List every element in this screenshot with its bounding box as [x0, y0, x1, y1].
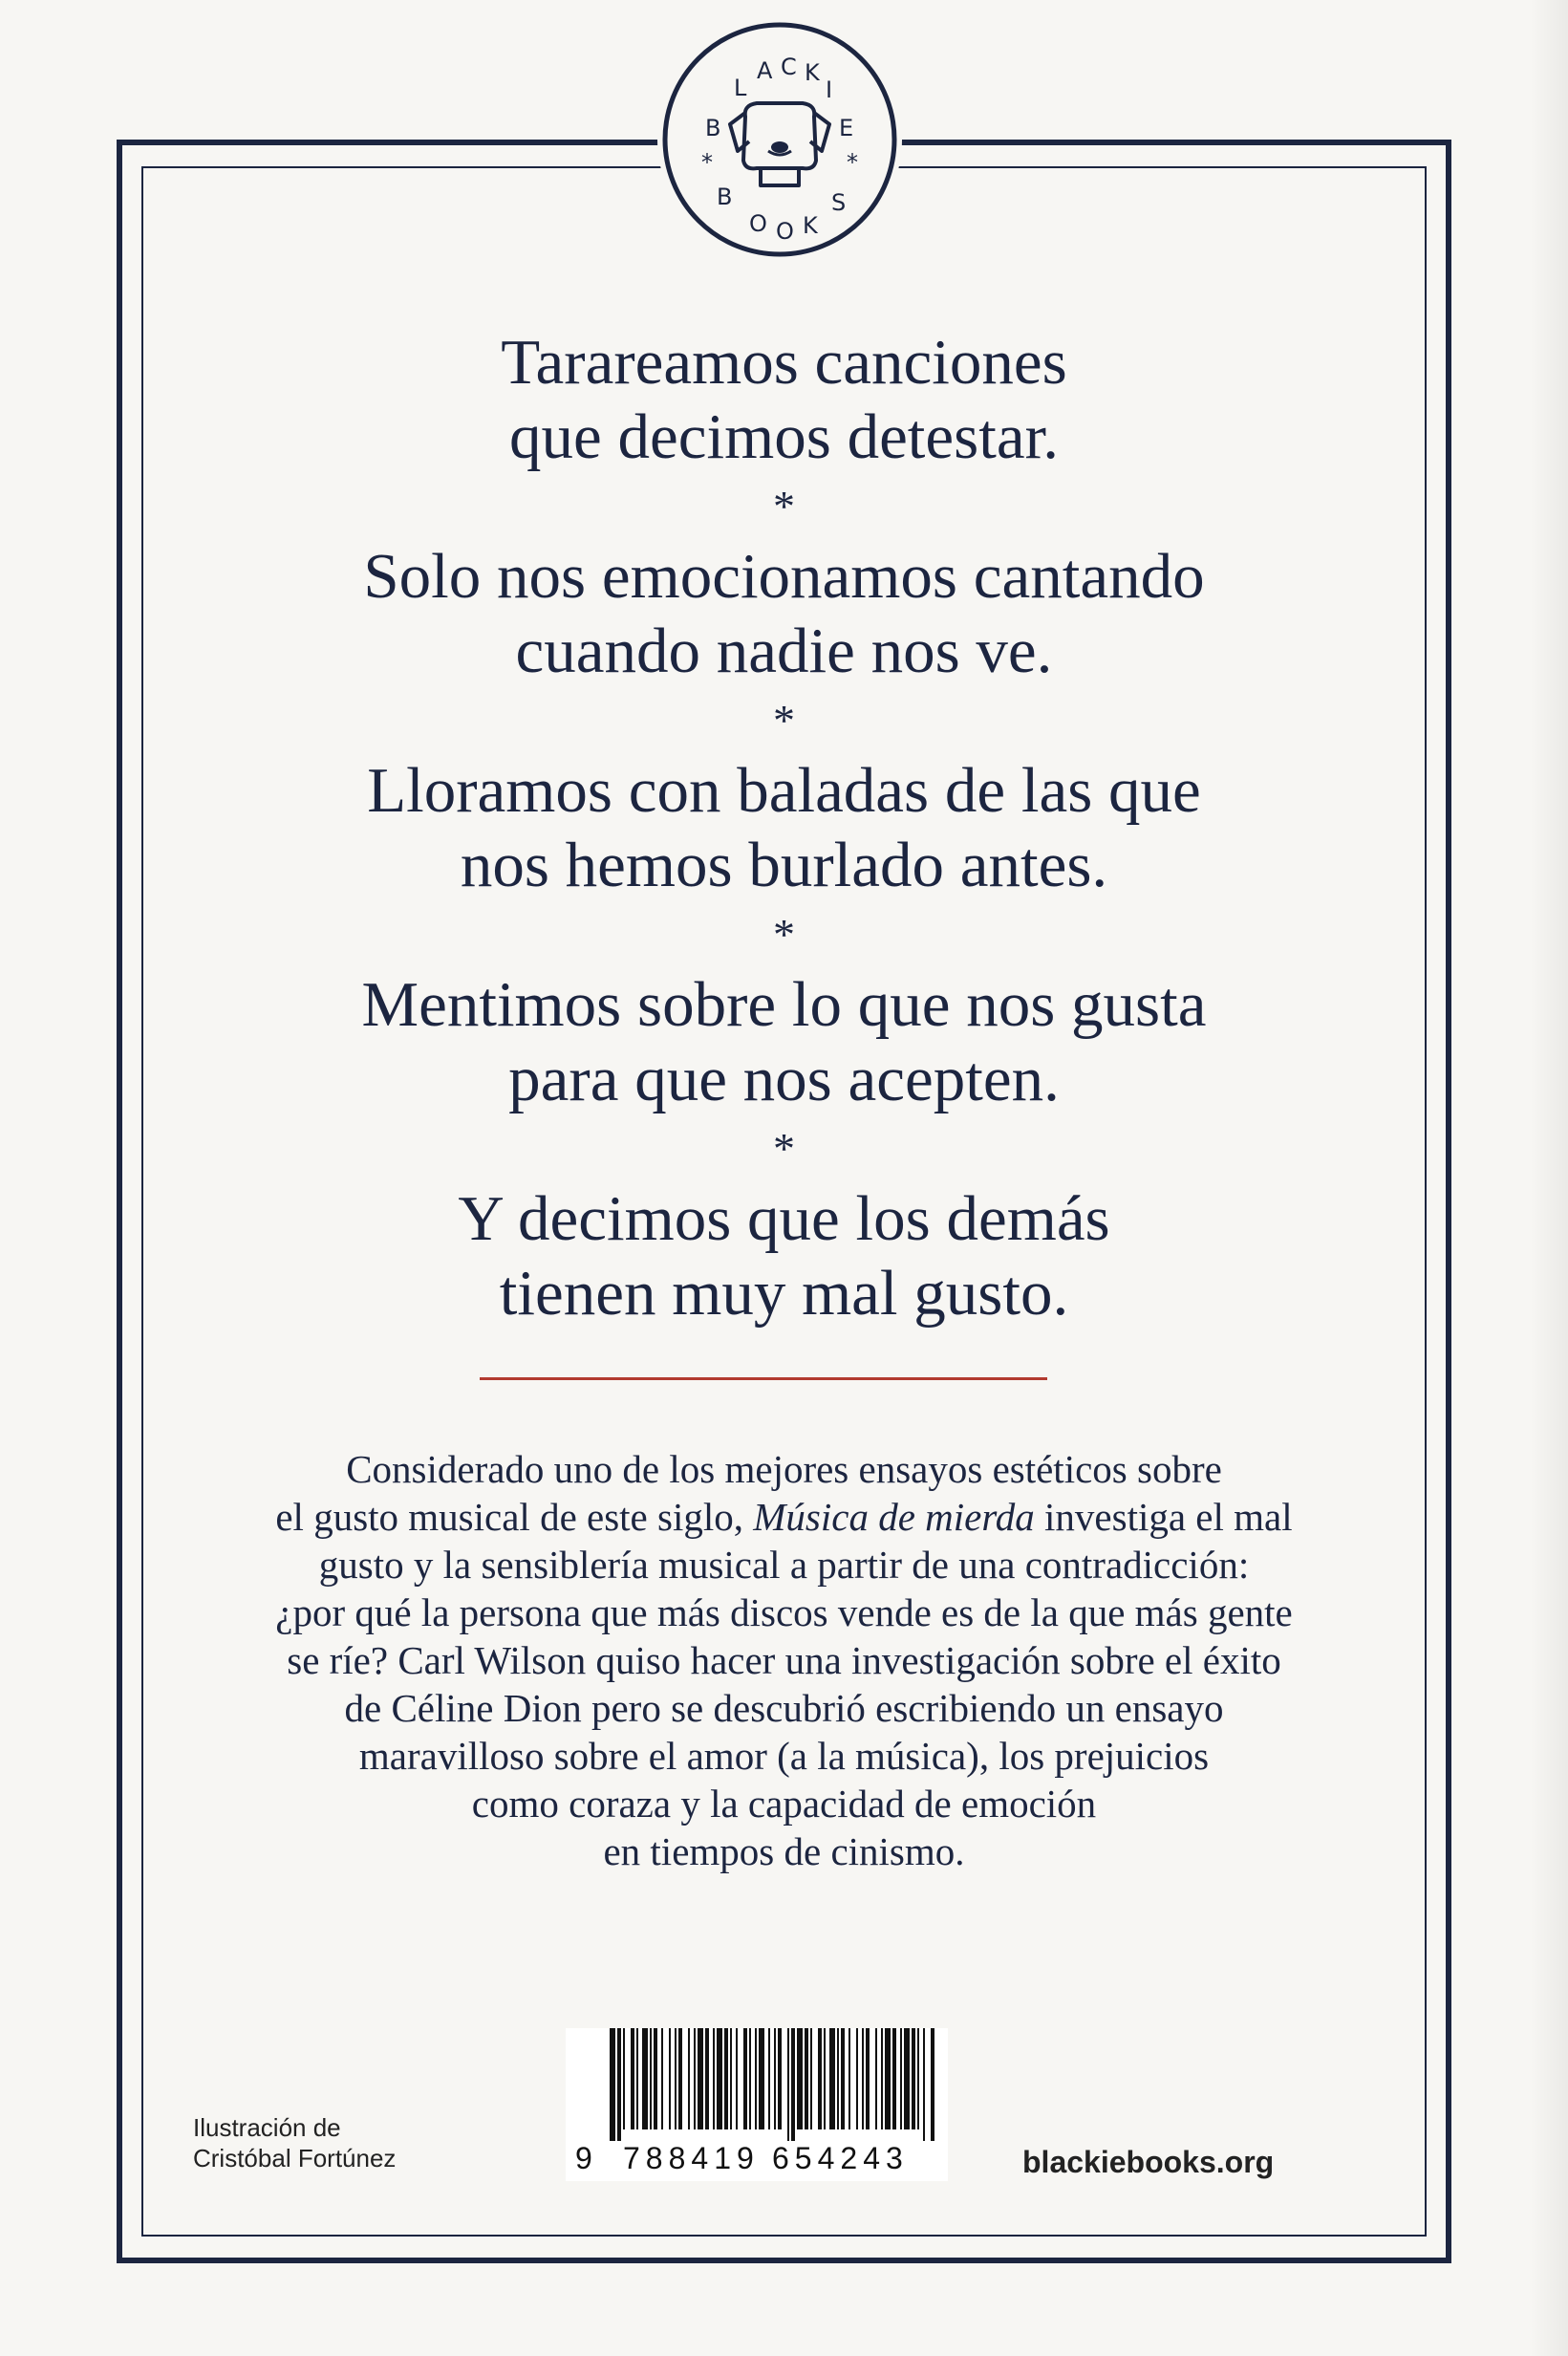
- blurb-line: Considerado uno de los mejores ensayos estéticos sobre: [346, 1447, 1222, 1491]
- barcode-bar: [669, 2028, 671, 2129]
- verse-line: Solo nos emocionamos cantando: [363, 541, 1205, 612]
- barcode-bar: [610, 2028, 615, 2141]
- barcode-bar: [730, 2028, 732, 2129]
- barcode-bar: [912, 2028, 915, 2129]
- barcode-bar: [810, 2028, 812, 2129]
- verse-line: que decimos detestar.: [509, 401, 1059, 472]
- verse-2: [191, 539, 1377, 688]
- credit-line: Ilustración de: [193, 2113, 341, 2142]
- barcode-bar: [866, 2028, 870, 2129]
- logo-letter: C: [781, 54, 797, 80]
- barcode-bar: [636, 2028, 638, 2129]
- barcode-bar: [698, 2028, 703, 2129]
- isbn-lead-digit: 9: [575, 2141, 592, 2175]
- blurb-line: maravilloso sobre el amor (a la música), los prejuicios: [358, 1734, 1210, 1778]
- barcode-bar: [759, 2028, 764, 2129]
- barcode-bar: [774, 2028, 776, 2129]
- asterisk-separator: *: [773, 482, 795, 530]
- verse-5: [191, 1181, 1377, 1330]
- barcode-bar: [818, 2028, 822, 2129]
- logo-letter: B: [717, 184, 733, 210]
- barcode-bar: [768, 2028, 770, 2129]
- barcode-bar: [900, 2028, 902, 2129]
- verse-line: Lloramos con baladas de las que: [367, 755, 1201, 826]
- barcode-bar: [755, 2028, 757, 2129]
- barcode-bar: [841, 2028, 845, 2129]
- publisher-website: blackiebooks.org: [1022, 2145, 1275, 2179]
- blurb-text: el gusto musical de este siglo,: [275, 1495, 754, 1539]
- barcode-bar: [713, 2028, 715, 2129]
- logo-letter: O: [749, 210, 767, 237]
- barcode-bar: [917, 2028, 919, 2129]
- barcode-bar: [885, 2028, 891, 2129]
- logo-letter: K: [805, 59, 820, 86]
- barcode-bar: [694, 2028, 696, 2129]
- barcode-bar: [797, 2028, 803, 2129]
- blurb-line: ¿por qué la persona que más discos vende es de la que más gente: [275, 1590, 1293, 1634]
- verse-1: [191, 325, 1377, 474]
- logo-letter: L: [734, 75, 747, 101]
- isbn-group-1: 788419: [623, 2141, 760, 2175]
- asterisk-separator: *: [773, 910, 795, 959]
- barcode-bar: [743, 2028, 747, 2129]
- barcode-bar: [661, 2028, 663, 2129]
- barcode-bar: [923, 2028, 925, 2141]
- blurb-text: investiga el mal: [1034, 1495, 1293, 1539]
- logo-star: *: [847, 149, 858, 176]
- publisher-logo: [657, 17, 902, 262]
- verse-line: Tarareamos canciones: [501, 327, 1067, 398]
- isbn-group-2: 654243: [772, 2141, 909, 2175]
- barcode-bar: [824, 2028, 826, 2129]
- barcode-bar: [688, 2028, 690, 2129]
- barcode-bar: [931, 2028, 934, 2141]
- verse-line: para que nos acepten.: [508, 1044, 1060, 1114]
- blurb-line: como coraza y la capacidad de emoción: [471, 1782, 1097, 1826]
- barcode-bar: [736, 2028, 738, 2129]
- barcode-bar: [881, 2028, 883, 2129]
- barcode-bar: [650, 2028, 652, 2129]
- barcode-bar: [856, 2028, 858, 2129]
- logo-star: *: [701, 149, 713, 176]
- barcode-bar: [829, 2028, 835, 2129]
- logo-letter: E: [839, 115, 854, 141]
- blurb-line: se ríe? Carl Wilson quiso hacer una investigación sobre el éxito: [287, 1638, 1281, 1682]
- barcode-bar: [892, 2028, 896, 2129]
- barcode-bar: [724, 2028, 728, 2129]
- barcode-bar: [705, 2028, 709, 2129]
- red-divider: [480, 1377, 1047, 1380]
- blurb-line: gusto y la sensiblería musical a partir de una contradicción:: [318, 1543, 1250, 1587]
- blurb-paragraph: [191, 1445, 1377, 1875]
- barcode-bar: [862, 2028, 864, 2129]
- verse-line: tienen muy mal gusto.: [499, 1258, 1069, 1329]
- logo-letter: A: [757, 57, 773, 84]
- barcode-bar: [631, 2028, 634, 2129]
- book-title: Música de mierda: [753, 1495, 1035, 1539]
- logo-letter: I: [826, 76, 833, 103]
- barcode-bar: [805, 2028, 808, 2129]
- barcode-bar: [623, 2028, 625, 2129]
- barcode-bar: [787, 2028, 789, 2141]
- illustration-credit: [193, 2112, 396, 2173]
- asterisk-separator: *: [773, 696, 795, 745]
- barcode-bar: [904, 2028, 910, 2129]
- barcode-bar: [654, 2028, 657, 2129]
- barcode-bar: [749, 2028, 751, 2129]
- logo-letter: S: [831, 189, 847, 216]
- logo-letter: O: [776, 218, 794, 245]
- verse-block: [191, 325, 1377, 1330]
- barcode-bar: [717, 2028, 722, 2129]
- logo-letter: B: [705, 115, 721, 141]
- barcode-bar: [875, 2028, 877, 2129]
- verse-line: Y decimos que los demás: [458, 1183, 1110, 1254]
- barcode-bar: [848, 2028, 850, 2129]
- barcode-bar: [617, 2028, 621, 2141]
- barcode-bar: [778, 2028, 782, 2129]
- barcode-bar: [642, 2028, 648, 2129]
- verse-line: Mentimos sobre lo que nos gusta: [361, 969, 1207, 1040]
- blurb-line: [191, 1493, 1377, 1541]
- blurb-line: de Céline Dion pero se descubrió escribiendo un ensayo: [344, 1686, 1224, 1730]
- barcode-bar: [791, 2028, 795, 2141]
- logo-letter: K: [803, 212, 818, 239]
- barcode-bar: [837, 2028, 839, 2129]
- verse-4: [191, 967, 1377, 1116]
- credit-line: Cristóbal Fortúnez: [193, 2144, 397, 2172]
- verse-line: cuando nadie nos ve.: [515, 616, 1053, 686]
- barcode-bar: [675, 2028, 677, 2129]
- verse-line: nos hemos burlado antes.: [460, 830, 1108, 900]
- asterisk-separator: *: [773, 1124, 795, 1173]
- page-edge-shade: [1530, 0, 1568, 2356]
- verse-3: [191, 753, 1377, 902]
- barcode-bar: [678, 2028, 682, 2129]
- blurb-line: en tiempos de cinismo.: [603, 1829, 965, 1873]
